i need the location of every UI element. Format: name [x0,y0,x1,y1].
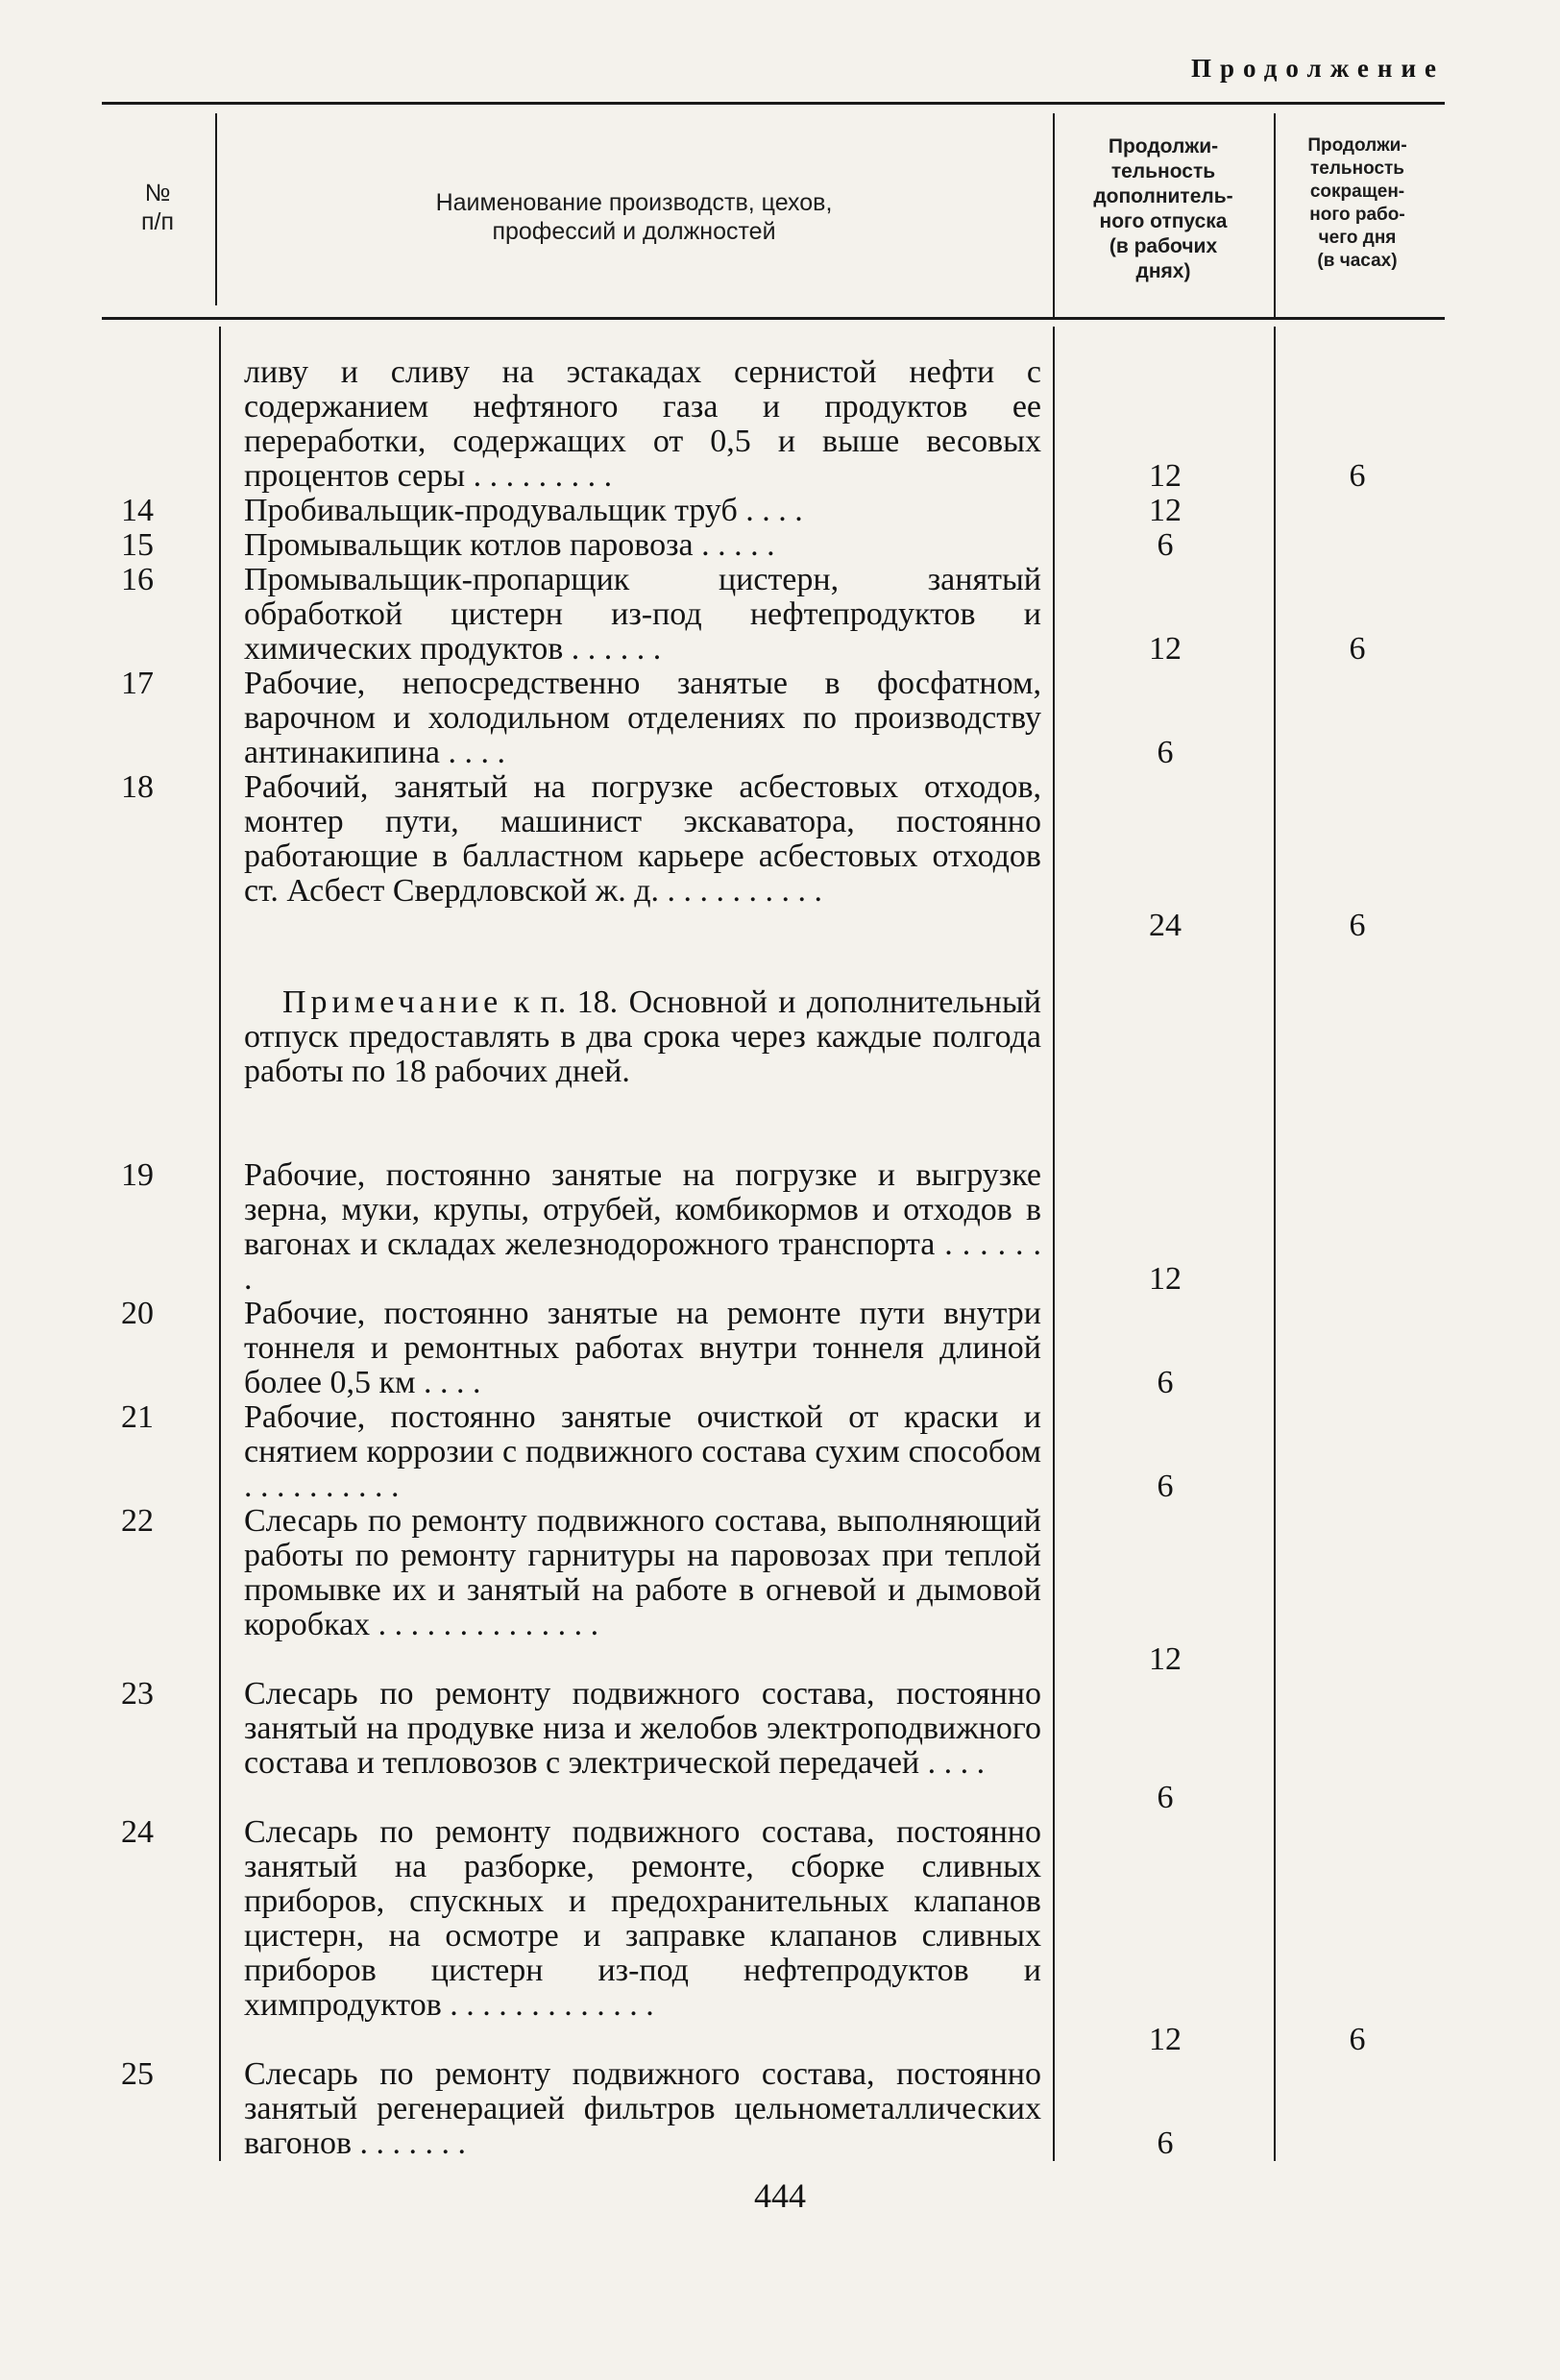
row-reduced-day: 6 [1349,908,1366,943]
row-additional-leave: 12 [1149,458,1182,494]
row-additional-leave: 6 [1157,1780,1174,1815]
row-additional-leave: 12 [1149,1261,1182,1297]
header-reduced-day: Продолжи- тельность сокращен- ного рабо- чего дня (в часах) [1307,135,1407,271]
body-divider-1 [219,327,221,2161]
row-description: Рабочие, постоянно занятые на погрузке и выгрузке зерна, муки, крупы, отрубей, комбикормов и отходов в вагонах и складах железнодорожного транспорта . . . . . . . [244,1157,1041,1297]
row-additional-leave: 6 [1157,1469,1174,1504]
row-description: Слесарь по ремонту подвижного состава, постоянно занятый на продувке низа и желобов электроподвижного состава и тепловозов с электрической передачей . . . . [244,1676,1041,1781]
header-bottom-rule [102,317,1445,320]
table-top-rule [102,102,1445,105]
row-additional-leave: 12 [1149,1641,1182,1677]
row-description: Слесарь по ремонту подвижного состава, постоянно занятый на разборке, ремонте, сборке сливных приборов, спускных и предохранительных клапанов цистерн, на осмотре и заправке клапанов сливных приборов цистерн из-под нефтепродуктов и химпродуктов . . . . . . . . . . . . . [244,1814,1041,2023]
row-additional-leave: 6 [1157,2125,1174,2161]
header-name: Наименование производств, цехов, профессий и должностей [435,189,833,245]
row-description: Рабочий, занятый на погрузке асбестовых отходов, монтер пути, машинист экскаватора, постоянно работающие в балластном карьере асбестовых отходов ст. Асбест Свердловской ж. д. . . . . . . . . . . [244,769,1041,909]
note-text: к п. 18. Основной и дополнительный отпуск предоставлять в два срока через каждые полгода работы по 18 рабочих дней. [244,984,1041,1089]
row-number: 21 [121,1399,154,1435]
body-divider-2 [1053,327,1055,2161]
row-additional-leave: 6 [1157,527,1174,563]
row-description: Пробивальщик-продувальщик труб . . . . [244,493,803,528]
row-description: Рабочие, непосредственно занятые в фосфатном, варочном и холодильном отделениях по производству антинакипина . . . . [244,666,1041,770]
row-reduced-day: 6 [1349,631,1366,667]
row-number: 24 [121,1814,154,1850]
row-description: Промывальщик котлов паровоза . . . . . [244,527,775,563]
row-description: Слесарь по ремонту подвижного состава, постоянно занятый регенерацией фильтров цельнометаллических вагонов . . . . . . . [244,2056,1041,2161]
row-additional-leave: 6 [1157,1365,1174,1400]
header-additional-leave: Продолжи- тельность дополнитель- ного отпуска (в рабочих днях) [1093,135,1233,282]
row-description: Промывальщик-пропарщик цистерн, занятый обработкой цистерн из-под нефтепродуктов и химических продуктов . . . . . . [244,562,1041,667]
row-number: 16 [121,562,154,597]
page-number: 444 [754,2176,806,2215]
row-additional-leave: 12 [1149,493,1182,528]
row-additional-leave: 24 [1149,908,1182,943]
row-additional-leave: 12 [1149,631,1182,667]
continued-label: Продолжение [1191,54,1445,83]
row-number: 22 [121,1503,154,1539]
row-number: 17 [121,666,154,701]
row-number: 18 [121,769,154,805]
row-additional-leave: 12 [1149,2022,1182,2057]
row-number: 19 [121,1157,154,1193]
row-number: 14 [121,493,154,528]
row-additional-leave: 6 [1157,735,1174,770]
row-number: 25 [121,2056,154,2092]
row-description: Слесарь по ремонту подвижного состава, выполняющий работы по ремонту гарнитуры на паровозах при теплой промывке их и занятый на работе в огневой и дымовой коробках . . . . . . . . . . . . . . [244,1503,1041,1642]
row-number: 20 [121,1296,154,1331]
note-label: Примечание [282,984,503,1020]
header-number: № п/п [140,180,175,235]
row-description: Рабочие, постоянно занятые на ремонте пути внутри тоннеля и ремонтных работах внутри тоннеля длиной более 0,5 км . . . . [244,1296,1041,1400]
row-reduced-day: 6 [1349,2022,1366,2057]
row-number: 15 [121,527,154,563]
row-description: ливу и сливу на эстакадах сернистой нефти с содержанием нефтяного газа и продуктов ее переработки, содержащих от 0,5 и выше весовых процентов серы . . . . . . . . . [244,354,1041,494]
row-number: 23 [121,1676,154,1712]
note-paragraph [244,985,1041,1089]
row-reduced-day: 6 [1349,458,1366,494]
row-description: Рабочие, постоянно занятые очисткой от краски и снятием коррозии с подвижного состава сухим способом . . . . . . . . . . [244,1399,1041,1504]
body-divider-3 [1274,327,1276,2161]
